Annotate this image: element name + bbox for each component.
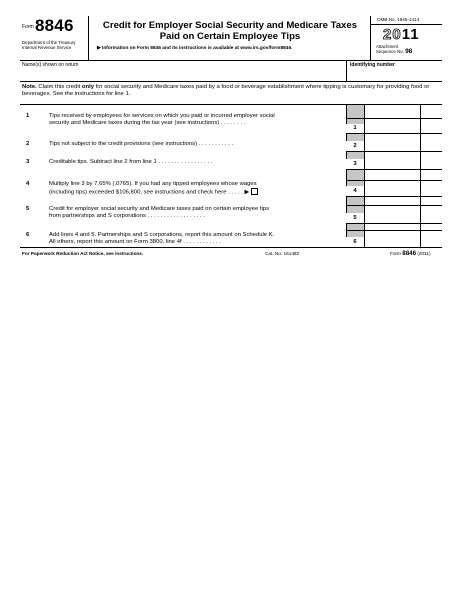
line-6-amount[interactable] [365,230,420,247]
line-4-checkbox[interactable] [251,188,258,195]
line-4-text: Multiply line 3 by 7.65% (.0765). If you had any tipped employees whose wages (including tips) exceeded $106,800, see instructions and check here . . . . . ▶ [49,181,257,196]
paperwork-notice: For Paperwork Reduction Act Notice, see instructions. [22,251,144,256]
note-paragraph: Note. Claim this credit only for social security and Medicare taxes paid by a food or beverage establishment where tipping is customary for providing food or beverages. See the instructions for line 1. [22,84,430,98]
line-number: 3 [26,159,30,165]
tax-year: 2011 [383,26,420,43]
title-line-1: Credit for Employer Social Security and Medicare Taxes [102,20,358,31]
line-number: 2 [26,141,30,147]
line-box-number: 5 [346,213,364,223]
identifying-number-label: Identifying number [350,62,395,68]
catalog-number: Cat. No. 16148Z [265,251,300,256]
title-line-2: Paid on Certain Employee Tips [159,31,301,42]
line-box-number: 4 [346,186,364,196]
irs-link[interactable]: www.irs.gov/form8846 [240,46,292,51]
line-number: 5 [26,206,30,212]
omb-number: OMB No. 1545-1414 [377,17,420,22]
line-4-amount[interactable] [365,180,420,196]
agency-line: Internal Revenue Service [22,45,72,51]
line-3-amount[interactable] [365,159,420,169]
line-1-text: Tips received by employees for services on which you paid or incurred employer social security and Medicare taxes during the tax year (see instructions) . . . . . . . . [49,113,275,127]
line-5-text: Credit for employer social security and Medicare taxes paid on certain employee tips from partnerships and S corporations . . . . . . . . . . . . . . . . . . [49,206,270,220]
line-number: 1 [26,113,30,119]
department-block [22,40,75,50]
name-field-label: Name(s) shown on return [22,62,79,68]
line-box-number: 1 [346,124,364,133]
line-box-number: 3 [346,159,364,169]
name-input[interactable] [24,68,344,80]
line-2-text: Tips not subject to the credit provisions (see instructions) . . . . . . . . . . . [49,141,234,147]
line-2-amount[interactable] [365,141,420,151]
identifying-number-input[interactable] [350,68,440,80]
attachment-sequence: Attachment Sequence No. 98 [376,44,413,56]
form-title [90,20,370,42]
info-line: ▶ Information on Form 8846 and its instructions is available at www.irs.gov/form8846. [97,46,293,51]
form-label: Form [22,24,34,30]
line-box-number: 2 [346,141,364,151]
line-box-number: 6 [346,237,364,247]
department-line: Department of the Treasury [22,40,76,45]
line-number: 6 [26,232,30,238]
line-1-amount[interactable] [365,118,420,133]
line-5-amount[interactable] [365,205,420,223]
line-number: 4 [26,181,30,187]
line-3-text: Creditable tips. Subtract line 2 from line 1 . . . . . . . . . . . . . . . . . [49,159,213,165]
footer-form-id: Form 8846 (2011) [390,250,431,257]
form-number: 8846 [35,16,74,35]
line-6-text: Add lines 4 and 5. Partnerships and S corporations, report this amount on Schedule K. All others, report this amount on Form 3800, line 4f . . . . . . . . . . . . [49,232,275,246]
